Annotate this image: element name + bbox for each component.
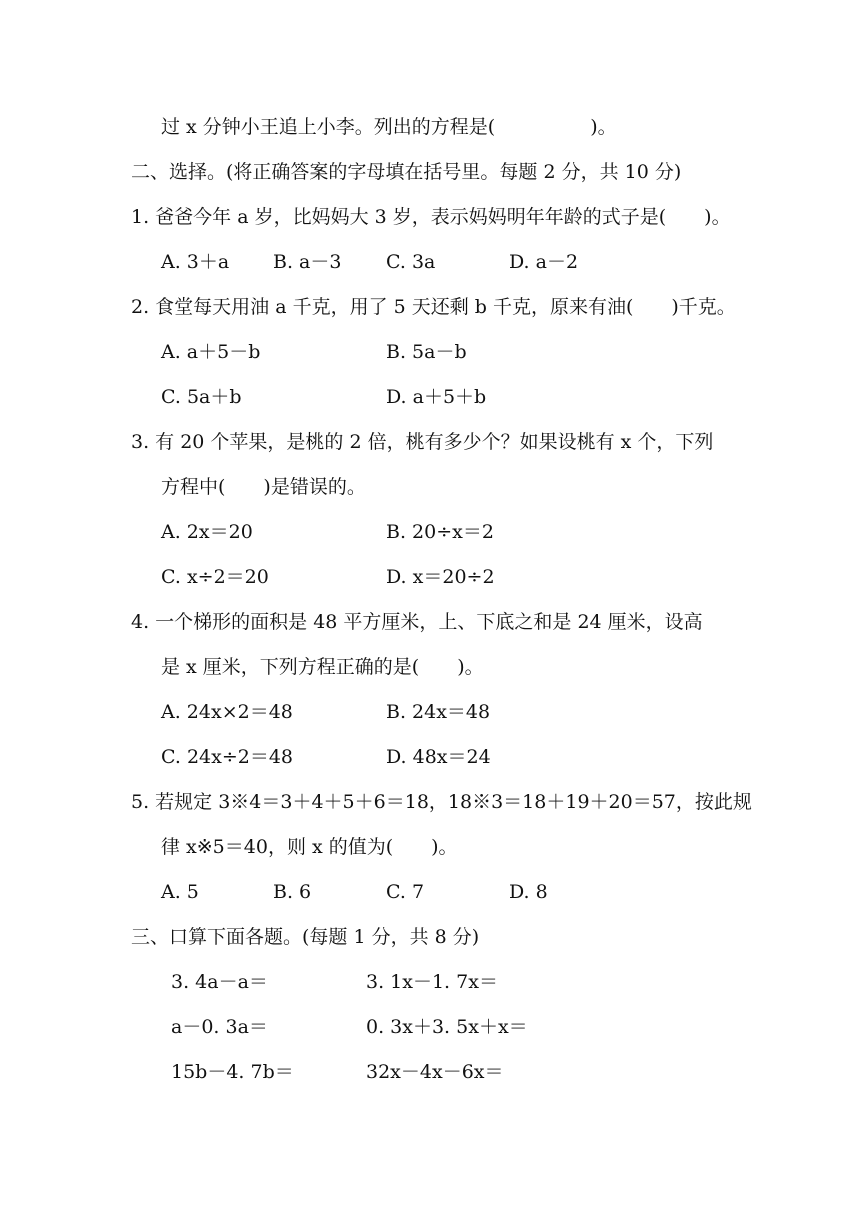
question-4-option-d: D. 48x＝24: [386, 746, 491, 768]
question-5-option-a: A. 5: [161, 881, 199, 903]
question-1-option-a: A. 3＋a: [161, 251, 230, 273]
question-2-option-c: C. 5a＋b: [161, 386, 242, 408]
question-2-option-d: D. a＋5＋b: [386, 386, 487, 408]
calc-item: 0. 3x＋3. 5x＋x＝: [366, 1016, 528, 1038]
question-3-option-c: C. x÷2＝20: [161, 566, 269, 588]
calc-item: 3. 1x－1. 7x＝: [366, 971, 498, 993]
question-3-option-b: B. 20÷x＝2: [386, 521, 494, 543]
question-5-option-d: D. 8: [509, 881, 548, 903]
calc-item: 3. 4a－a＝: [171, 971, 268, 993]
question-4-line-1: 4. 一个梯形的面积是 48 平方厘米，上、下底之和是 24 厘米，设高: [131, 611, 703, 633]
question-5-option-c: C. 7: [386, 881, 425, 903]
question-4-option-a: A. 24x×2＝48: [161, 701, 293, 723]
calc-item: a－0. 3a＝: [171, 1016, 268, 1038]
question-3-option-a: A. 2x＝20: [161, 521, 253, 543]
continuation-line: 过 x 分钟小王追上小李。列出的方程是( )。: [161, 116, 617, 138]
question-5-option-b: B. 6: [273, 881, 312, 903]
calc-item: 15b－4. 7b＝: [171, 1061, 294, 1083]
question-2-option-b: B. 5a－b: [386, 341, 467, 363]
question-1-option-d: D. a－2: [509, 251, 579, 273]
question-1-line-1: 1. 爸爸今年 a 岁，比妈妈大 3 岁，表示妈妈明年年龄的式子是( )。: [131, 206, 731, 228]
question-5-line-2: 律 x※5＝40，则 x 的值为( )。: [161, 836, 458, 858]
question-2-line-1: 2. 食堂每天用油 a 千克，用了 5 天还剩 b 千克，原来有油( )千克。: [131, 296, 736, 318]
question-2-option-a: A. a＋5－b: [161, 341, 261, 363]
section-3-title: 三、口算下面各题。(每题 1 分，共 8 分): [131, 926, 480, 948]
question-3-line-2: 方程中( )是错误的。: [161, 476, 366, 498]
question-5-line-1: 5. 若规定 3※4＝3＋4＋5＋6＝18，18※3＝18＋19＋20＝57，按此规: [131, 791, 752, 813]
question-1-option-c: C. 3a: [386, 251, 436, 273]
calc-item: 32x－4x－6x＝: [366, 1061, 504, 1083]
question-3-line-1: 3. 有 20 个苹果，是桃的 2 倍，桃有多少个？如果设桃有 x 个，下列: [131, 431, 714, 453]
question-3-option-d: D. x＝20÷2: [386, 566, 495, 588]
question-1-option-b: B. a－3: [273, 251, 342, 273]
question-4-option-b: B. 24x＝48: [386, 701, 491, 723]
question-4-line-2: 是 x 厘米，下列方程正确的是( )。: [161, 656, 484, 678]
section-2-title: 二、选择。(将正确答案的字母填在括号里。每题 2 分，共 10 分): [131, 161, 682, 183]
question-4-option-c: C. 24x÷2＝48: [161, 746, 294, 768]
